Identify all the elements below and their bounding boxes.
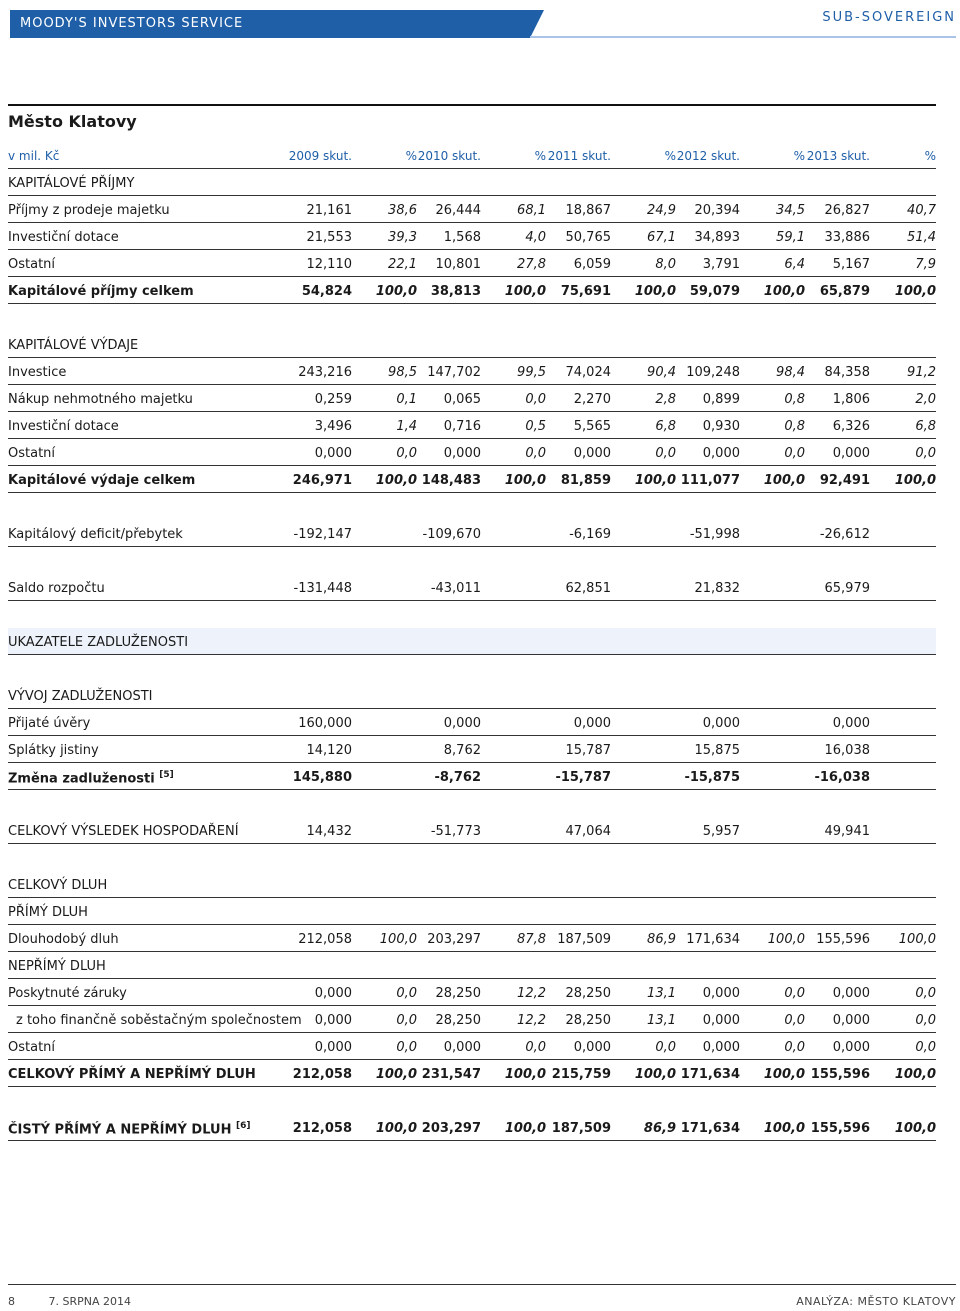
percent-cell: 0,0 [915,446,936,461]
value-cell: 0,000 [314,986,352,1001]
row-label [8,959,106,974]
value-cell: 0,930 [702,419,740,434]
value-cell: 74,024 [565,365,611,380]
table-row [8,439,936,466]
col-header: % [924,149,936,163]
col-header: 2010 skut. [417,149,481,163]
percent-cell: 59,1 [776,230,805,245]
table-row [8,925,936,952]
financial-table [8,142,936,1141]
row-label-text: PŘÍMÝ DLUH [8,905,88,920]
publisher-banner [10,10,530,38]
table-row [8,250,936,277]
value-cell: -6,169 [569,527,611,542]
percent-cell: 68,1 [517,203,546,218]
percent-cell: 86,9 [647,932,676,947]
value-cell: 14,432 [306,824,352,839]
percent-cell: 100,0 [894,473,936,488]
row-label-text: Nákup nehmotného majetku [8,392,193,407]
row-label-text: KAPITÁLOVÉ VÝDAJE [8,338,139,353]
value-cell: 171,634 [686,932,740,947]
row-label-text: Dlouhodobý dluh [8,932,119,947]
publisher-name: MOODY'S INVESTORS SERVICE [20,16,244,31]
table-row [8,763,936,790]
value-cell: 3,791 [702,257,740,272]
row-label [8,824,239,839]
percent-cell: 100,0 [375,473,417,488]
value-cell: -51,998 [689,527,740,542]
row-label [8,473,195,488]
percent-cell: 100,0 [894,1121,936,1136]
value-cell: 0,000 [702,716,740,731]
row-label [8,878,107,893]
section-heading-row [8,169,936,196]
row-label [8,203,170,218]
percent-cell: 100,0 [634,1067,676,1082]
report-name: ANALÝZA: MĚSTO KLATOVY [796,1295,956,1308]
section-label: SUB-SOVEREIGN [822,10,956,25]
percent-cell: 100,0 [375,284,417,299]
table-row [8,277,936,304]
value-cell: 0,000 [702,446,740,461]
value-cell: 0,716 [443,419,481,434]
percent-cell: 12,2 [517,986,546,1001]
table-row [8,817,936,844]
value-cell: 26,827 [824,203,870,218]
percent-cell: 0,0 [396,446,417,461]
value-cell: 1,806 [832,392,870,407]
value-cell: 1,568 [443,230,481,245]
value-cell: 49,941 [824,824,870,839]
row-label-text: Přijaté úvěry [8,716,91,731]
percent-cell: 0,0 [525,1040,546,1055]
value-cell: 47,064 [565,824,611,839]
value-cell: 203,297 [421,1121,481,1136]
value-cell: 50,765 [565,230,611,245]
percent-cell: 100,0 [894,1067,936,1082]
section-heading-row [8,628,936,655]
table-row [8,520,936,547]
value-cell: 215,759 [551,1067,611,1082]
value-cell: 0,000 [832,1040,870,1055]
value-cell: 212,058 [292,1121,352,1136]
value-cell: 16,038 [824,743,870,758]
col-header: 2012 skut. [676,149,740,163]
row-label [8,1013,302,1028]
percent-cell: 0,0 [396,986,417,1001]
value-cell: 12,110 [306,257,352,272]
percent-cell: 0,0 [655,1040,676,1055]
table-row [8,709,936,736]
document-title: Město Klatovy [8,112,137,131]
percent-cell: 38,6 [388,203,417,218]
row-label [8,743,99,758]
value-cell: 0,000 [702,1040,740,1055]
value-cell: 0,000 [573,446,611,461]
row-label-text: VÝVOJ ZADLUŽENOSTI [8,689,153,704]
row-label-text: UKAZATELE ZADLUŽENOSTI [8,635,189,650]
value-cell: 21,161 [306,203,352,218]
row-label-text: Kapitálové výdaje celkem [8,473,196,488]
table-row [8,466,936,493]
value-cell: 243,216 [298,365,352,380]
percent-cell: 6,8 [655,419,676,434]
row-label [8,905,88,920]
value-cell: 3,496 [314,419,352,434]
row-label [8,527,183,542]
value-cell: 65,879 [819,284,870,299]
section-heading-row [8,682,936,709]
table-row [8,736,936,763]
percent-cell: 2,8 [655,392,676,407]
col-header: % [534,149,546,163]
percent-cell: 87,8 [517,932,546,947]
value-cell: 5,957 [702,824,740,839]
value-cell: 81,859 [560,473,611,488]
percent-cell: 98,5 [388,365,417,380]
value-cell: 0,000 [314,1040,352,1055]
percent-cell: 27,8 [517,257,546,272]
table-row [8,1114,936,1141]
value-cell: 0,000 [443,716,481,731]
row-label [8,932,119,947]
percent-cell: 98,4 [776,365,805,380]
value-cell: 171,634 [680,1067,740,1082]
value-cell: 59,079 [689,284,740,299]
section-heading-row [8,331,936,358]
table-row [8,979,936,1006]
percent-cell: 0,0 [915,1040,936,1055]
percent-cell: 6,8 [915,419,936,434]
percent-cell: 0,0 [525,446,546,461]
value-cell: 15,875 [694,743,740,758]
value-cell: 0,000 [832,446,870,461]
value-cell: 0,000 [443,446,481,461]
row-label-text: z toho finančně soběstačným společnostem [16,1013,302,1028]
value-cell: 0,000 [702,1013,740,1028]
value-cell: 111,077 [680,473,740,488]
footnote-ref: [5] [159,770,174,780]
table-row [8,1006,936,1033]
table-row [8,196,936,223]
value-cell: -192,147 [293,527,352,542]
row-label [8,284,194,299]
value-cell: 212,058 [298,932,352,947]
value-cell: 54,824 [301,284,352,299]
value-cell: 28,250 [435,1013,481,1028]
row-label [8,689,153,704]
percent-cell: 67,1 [647,230,676,245]
percent-cell: 100,0 [763,1067,805,1082]
value-cell: 2,270 [573,392,611,407]
row-label [8,635,188,650]
row-label [8,446,55,461]
percent-cell: 13,1 [647,986,676,1001]
row-label-text: CELKOVÝ VÝSLEDEK HOSPODAŘENÍ [8,824,239,839]
percent-cell: 6,4 [784,257,805,272]
row-label-text: KAPITÁLOVÉ PŘÍJMY [8,176,135,191]
table-row [8,358,936,385]
value-cell: 28,250 [435,986,481,1001]
row-label-text: Ostatní [8,446,56,461]
table-row [8,574,936,601]
table-row [8,412,936,439]
row-label [8,419,119,434]
percent-cell: 34,5 [776,203,805,218]
value-cell: 65,979 [824,581,870,596]
value-cell: 212,058 [292,1067,352,1082]
percent-cell: 100,0 [379,932,417,947]
row-label-text: NEPŘÍMÝ DLUH [8,959,106,974]
value-cell: 0,000 [573,1040,611,1055]
value-cell: 28,250 [565,986,611,1001]
table-header-row [8,142,936,169]
value-cell: 33,886 [824,230,870,245]
value-cell: 155,596 [816,932,870,947]
percent-cell: 100,0 [763,473,805,488]
row-label-text: CELKOVÝ DLUH [8,878,108,893]
row-label [8,770,174,786]
percent-cell: 7,9 [915,257,936,272]
percent-cell: 0,0 [784,446,805,461]
percent-cell: 100,0 [894,284,936,299]
table-row [8,223,936,250]
percent-cell: 0,0 [784,1013,805,1028]
value-cell: 5,167 [832,257,870,272]
footnote-ref: [6] [235,1121,251,1131]
row-label [8,365,66,380]
percent-cell: 100,0 [634,473,676,488]
row-label-text: Investiční dotace [8,419,119,434]
percent-cell: 99,5 [517,365,546,380]
value-cell: 6,059 [573,257,611,272]
spacer-row [8,790,936,817]
value-cell: 28,250 [565,1013,611,1028]
row-label-text: CELKOVÝ PŘÍMÝ A NEPŘÍMÝ DLUH [8,1067,256,1082]
col-header: 2011 skut. [547,149,611,163]
row-label-text: Saldo rozpočtu [8,581,105,596]
percent-cell: 90,4 [647,365,676,380]
footer-left [8,1295,131,1308]
value-cell: 14,120 [306,743,352,758]
percent-cell: 0,8 [784,392,805,407]
col-header: 2009 skut. [288,149,352,163]
value-cell: 75,691 [560,284,611,299]
percent-cell: 40,7 [907,203,936,218]
value-cell: 160,000 [298,716,352,731]
section-heading-row [8,952,936,979]
value-cell: 109,248 [686,365,740,380]
percent-cell: 0,0 [784,1040,805,1055]
percent-cell: 100,0 [375,1067,417,1082]
percent-cell: 0,0 [525,392,546,407]
row-label [8,230,119,245]
value-cell: -15,787 [555,770,611,785]
page-number: 8 [8,1295,15,1308]
row-label-text: Kapitálové příjmy celkem [8,284,194,299]
percent-cell: 86,9 [643,1121,676,1136]
percent-cell: 100,0 [634,284,676,299]
value-cell: -109,670 [422,527,481,542]
col-header: % [793,149,805,163]
col-header: % [664,149,676,163]
section-heading-row [8,871,936,898]
col-header: % [405,149,417,163]
percent-cell: 100,0 [375,1121,417,1136]
spacer-row [8,601,936,628]
value-cell: 187,509 [551,1121,611,1136]
value-cell: 10,801 [435,257,481,272]
spacer-row [8,844,936,871]
percent-cell: 22,1 [388,257,417,272]
table-row [8,1060,936,1087]
value-cell: 0,899 [702,392,740,407]
percent-cell: 8,0 [655,257,676,272]
value-cell: 8,762 [443,743,481,758]
row-label [8,392,193,407]
percent-cell: 0,0 [784,986,805,1001]
value-cell: 0,000 [832,986,870,1001]
value-cell: -43,011 [430,581,481,596]
value-cell: 246,971 [292,473,352,488]
percent-cell: 0,1 [396,392,417,407]
value-cell: -16,038 [814,770,870,785]
value-cell: 203,297 [427,932,481,947]
value-cell: 147,702 [427,365,481,380]
value-cell: -15,875 [684,770,740,785]
percent-cell: 2,0 [915,392,936,407]
percent-cell: 0,0 [396,1040,417,1055]
percent-cell: 100,0 [767,932,805,947]
row-label [8,1121,250,1137]
value-cell: 145,880 [292,770,352,785]
value-cell: 155,596 [810,1121,870,1136]
percent-cell: 13,1 [647,1013,676,1028]
value-cell: 171,634 [680,1121,740,1136]
spacer-row [8,655,936,682]
percent-cell: 39,3 [388,230,417,245]
percent-cell: 0,0 [915,986,936,1001]
row-label [8,581,105,596]
row-label-text: Splátky jistiny [8,743,99,758]
row-label-text: Poskytnuté záruky [8,986,127,1001]
row-label-text: Ostatní [8,257,56,272]
row-label [8,257,55,272]
row-label [8,1040,55,1055]
row-label [8,1067,256,1082]
value-cell: -131,448 [293,581,352,596]
value-cell: 0,259 [314,392,352,407]
value-cell: 84,358 [824,365,870,380]
row-label-text: Investice [8,365,67,380]
value-cell: 155,596 [810,1067,870,1082]
percent-cell: 100,0 [504,1067,546,1082]
row-label-text: Změna zadluženosti [8,771,155,787]
row-label [8,716,90,731]
section-heading-row [8,898,936,925]
value-cell: 148,483 [421,473,481,488]
value-cell: 20,394 [694,203,740,218]
report-date: 7. SRPNA 2014 [48,1295,131,1308]
value-cell: 0,000 [702,986,740,1001]
value-cell: 21,553 [306,230,352,245]
value-cell: 5,565 [573,419,611,434]
value-cell: 0,000 [832,1013,870,1028]
title-rule [8,104,936,106]
value-cell: 26,444 [435,203,481,218]
value-cell: 0,000 [832,716,870,731]
value-cell: 0,000 [573,716,611,731]
percent-cell: 24,9 [647,203,676,218]
value-cell: 0,000 [443,1040,481,1055]
col-header: 2013 skut. [806,149,870,163]
unit-label: v mil. Kč [8,149,60,163]
value-cell: -51,773 [430,824,481,839]
value-cell: 34,893 [694,230,740,245]
value-cell: 38,813 [430,284,481,299]
percent-cell: 51,4 [907,230,936,245]
percent-cell: 0,5 [525,419,546,434]
value-cell: 62,851 [565,581,611,596]
row-label-text: Příjmy z prodeje majetku [8,203,170,218]
percent-cell: 100,0 [763,1121,805,1136]
value-cell: 6,326 [832,419,870,434]
table-row [8,1033,936,1060]
value-cell: 18,867 [565,203,611,218]
percent-cell: 100,0 [763,284,805,299]
value-cell: 0,000 [314,446,352,461]
row-label [8,176,134,191]
value-cell: 231,547 [421,1067,481,1082]
value-cell: 187,509 [557,932,611,947]
percent-cell: 0,8 [784,419,805,434]
row-label-text: Kapitálový deficit/přebytek [8,527,183,542]
percent-cell: 0,0 [655,446,676,461]
value-cell: 0,065 [443,392,481,407]
percent-cell: 4,0 [525,230,546,245]
value-cell: 0,000 [314,1013,352,1028]
row-label [8,338,138,353]
percent-cell: 100,0 [504,473,546,488]
row-label-text: Investiční dotace [8,230,119,245]
value-cell: 21,832 [694,581,740,596]
spacer-row [8,304,936,331]
table-row [8,385,936,412]
percent-cell: 0,0 [396,1013,417,1028]
spacer-row [8,493,936,520]
spacer-row [8,1087,936,1114]
percent-cell: 100,0 [504,1121,546,1136]
value-cell: -26,612 [819,527,870,542]
percent-cell: 100,0 [898,932,936,947]
banner-divider [530,36,956,38]
row-label-text: ČISTÝ PŘÍMÝ A NEPŘÍMÝ DLUH [8,1122,232,1138]
percent-cell: 1,4 [396,419,417,434]
row-label [8,986,127,1001]
percent-cell: 100,0 [504,284,546,299]
value-cell: -8,762 [434,770,481,785]
footer-rule [8,1284,956,1285]
value-cell: 92,491 [819,473,870,488]
percent-cell: 91,2 [907,365,936,380]
percent-cell: 0,0 [915,1013,936,1028]
percent-cell: 12,2 [517,1013,546,1028]
spacer-row [8,547,936,574]
value-cell: 15,787 [565,743,611,758]
row-label-text: Ostatní [8,1040,56,1055]
